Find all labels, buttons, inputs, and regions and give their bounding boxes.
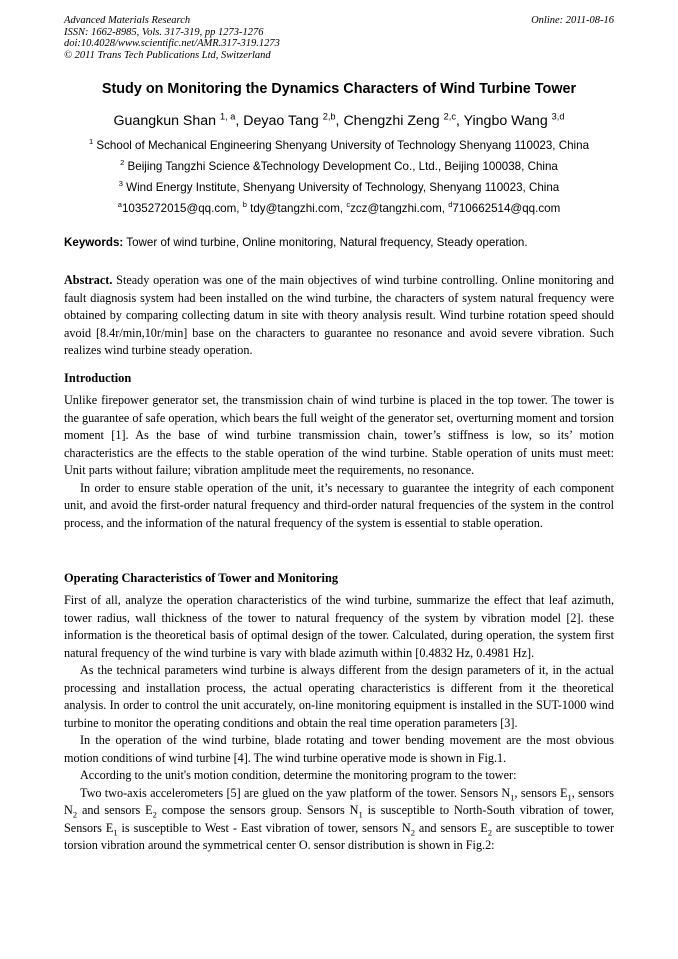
email-sup: a	[117, 200, 122, 210]
text-run: , sensors E	[514, 785, 568, 800]
affiliation-text: Wind Energy Institute, Shenyang University of Technology, Shenyang 110023, China	[126, 181, 560, 194]
subscript: 2	[72, 809, 78, 820]
author-sup: 2,c	[443, 111, 456, 122]
subscript: 2	[487, 826, 492, 837]
affiliation-text: Beijing Tangzhi Science &Technology Development Co., Ltd., Beijing 100038, China	[127, 160, 558, 173]
paper-title: Study on Monitoring the Dynamics Characters of Wind Turbine Tower	[101, 81, 577, 97]
text-run: Two two-axis accelerometers [5] are glued on the yaw platform of the tower. Sensors N	[80, 785, 511, 800]
text-run: , sensors N	[64, 785, 614, 817]
keywords-label: Keywords:	[64, 236, 124, 249]
paragraph	[64, 785, 614, 855]
email-sup: b	[242, 200, 247, 210]
email-text: zcz@tangzhi.com,	[350, 202, 449, 215]
text-run: compose the sensors group. Sensors N	[156, 803, 359, 817]
author-name: Deyao Tang	[243, 113, 319, 129]
affiliation-text: School of Mechanical Engineering Shenyang University of Technology Shenyang 110023, China	[96, 139, 590, 152]
paragraph: First of all, analyze the operation characteristics of the wind turbine, summarize the effect that leaf azimuth, tower radius, wall thickness of the tower to natural frequency of the system by vibration model [2]. these information is the theoretical basis of optimal design of the tower. Calculated, during operation, the system first natural frequency of the wind turbine is vary with blade azimuth within [0.4832 Hz, 0.4981 Hz].	[64, 593, 614, 660]
author-name: Yingbo Wang	[463, 113, 548, 129]
email-sup: c	[346, 200, 351, 210]
introduction-body	[64, 392, 614, 532]
section-heading-introduction: Introduction	[64, 371, 132, 385]
affiliation-num: 2	[120, 158, 125, 168]
author-list: Guangkun Shan $^{1, a}$, Deyao Tang $^{2,b}$, Chengzhi Zeng $^{2,c}$, Yingbo Wang $^{3,d}$	[113, 111, 565, 129]
paragraph: In the operation of the wind turbine, blade rotating and tower bending movement are the most obvious motion conditions of wind turbine [4]. The wind turbine operative mode is shown in Fig.1.	[64, 733, 614, 765]
text-run: and sensors E	[414, 820, 488, 835]
text-run: is susceptible to West - East vibration of tower, sensors N	[117, 820, 411, 835]
subscript: 2	[152, 809, 157, 820]
subscript: 1	[510, 791, 515, 802]
affiliation-num: 1	[88, 137, 94, 147]
journal-header	[64, 15, 280, 61]
text-run: are susceptible to tower torsion vibration around the symmetrical center O. sensor distribution is shown in Fig.2:	[64, 820, 614, 852]
paragraph: Unlike firepower generator set, the transmission chain of wind turbine is placed in the top tower. The tower is the guarantee of safe operation, which bears the full weight of the generator set, overturning moment and torsion moment [1]. As the base of wind turbine transmission chain, tower’s stiffness is low, so its’ motion characteristics are the effects to the stable operation of the wind turbine. Stable operation of units must meet: Unit parts without failure; vibration amplitude meet the requirements, no resonance.	[64, 393, 614, 477]
affiliation-2	[20, 160, 658, 173]
paragraph: As the technical parameters wind turbine is always different from the design parameters of it, in the actual processing and installation process, the actual operating characteristics is different from it the theoretical analysis. In order to control the unit accurately, on-line monitoring equipment is installed in the SUT-1000 wind turbine to monitor the operating conditions and obtain the real time operation parameters [3].	[64, 663, 614, 730]
subscript: 1	[567, 791, 572, 802]
journal-name: Advanced Materials Research	[64, 15, 191, 26]
operating-body	[64, 592, 614, 855]
email-text: tdy@tangzhi.com,	[246, 202, 347, 215]
email-text: 710662514@qq.com	[452, 202, 561, 215]
subscript: 1	[113, 826, 118, 837]
author-name: Guangkun Shan	[113, 113, 217, 129]
text-run: and sensors E	[77, 803, 153, 817]
subscript: 1	[358, 809, 363, 820]
journal-doi: doi:10.4028/www.scientific.net/AMR.317-319.1273	[64, 38, 280, 49]
paragraph: In order to ensure stable operation of the unit, it’s necessary to guarantee the integrity of each component unit, and avoid the first-order natural frequency and third-order natural frequencies of the system in the control process, and the information of the natural frequency of the system is essential to stable operation.	[64, 480, 614, 530]
journal-issn: ISSN: 1662-8985, Vols. 317-319, pp 1273-1276	[64, 26, 264, 38]
keywords-text: Tower of wind turbine, Online monitoring, Natural frequency, Steady operation.	[123, 236, 528, 249]
affiliation-3	[20, 181, 658, 194]
abstract-text: Steady operation was one of the main objectives of wind turbine controlling. Online monitoring and fault diagnosis system had been installed on the wind turbine, the characters of system natural frequency were obtained by comparing collecting datum in site with theory analysis result. Wind turbine rotation speed should avoid [8.4r/min,10r/min] base on the characters to guarantee no resonance and avoid severe vibration. Such realizes wind turbine steady operation.	[64, 273, 614, 357]
paragraph: According to the unit's motion condition, determine the monitoring program to the tower:	[80, 768, 517, 782]
author-sup: 3,d	[551, 111, 565, 122]
keywords	[64, 236, 614, 249]
author-name: Chengzhi Zeng	[343, 113, 440, 129]
section-heading-operating: Operating Characteristics of Tower and Monitoring	[64, 571, 339, 585]
subscript: 2	[410, 826, 415, 837]
abstract-label: Abstract.	[64, 273, 113, 287]
email-sup: d	[448, 200, 453, 210]
text-run: is susceptible to North-South vibration of tower, Sensors E	[64, 803, 614, 835]
abstract	[64, 272, 614, 360]
online-date: Online: 2011-08-16	[531, 15, 614, 26]
journal-copyright: © 2011 Trans Tech Publications Ltd, Switzerland	[64, 49, 271, 61]
email-text: 1035272015@qq.com,	[121, 202, 243, 215]
author-sup: 2,b	[322, 111, 336, 122]
author-sup: 1, a	[220, 111, 236, 122]
affiliation-1	[20, 139, 658, 152]
author-emails	[20, 202, 658, 215]
affiliation-num: 3	[118, 179, 123, 189]
